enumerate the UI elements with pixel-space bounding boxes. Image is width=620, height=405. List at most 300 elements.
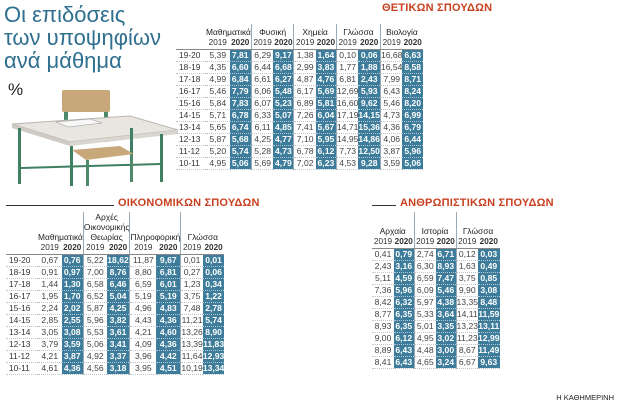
score-2020-cell: 4,79	[273, 157, 294, 169]
score-2019-cell: 3,05	[38, 326, 62, 338]
score-2019-cell: 6,30	[414, 260, 436, 272]
score-2020-cell: 8,24	[404, 85, 422, 96]
score-2020-cell: 14,86	[358, 133, 380, 144]
table-anthropistikon	[372, 212, 500, 369]
score-2020-cell: 3,83	[316, 61, 337, 73]
table-thetikon	[176, 24, 423, 170]
page-title	[4, 3, 184, 72]
score-2020-cell: 8,90	[203, 326, 225, 338]
score-2020-cell: 6,12	[395, 332, 413, 343]
table-row	[372, 248, 500, 260]
score-2020-cell: 0,03	[478, 248, 500, 260]
score-2020-cell: 5,19	[156, 290, 181, 302]
score-2019-cell: 3,96	[130, 350, 156, 362]
score-2019-cell: 6,44	[251, 61, 273, 73]
score-2019-cell: 8,41	[372, 356, 394, 368]
score-2019-cell: 6,11	[251, 121, 273, 133]
score-2020-cell: 1,30	[62, 278, 84, 290]
score-2019-cell: 5,46	[206, 85, 230, 97]
score-2019-cell: 5,65	[206, 121, 230, 133]
score-2020-cell: 6,12	[316, 145, 337, 157]
table-row	[6, 278, 224, 290]
score-2019-cell: 3,79	[38, 338, 62, 350]
score-2020-cell: 4,51	[156, 362, 181, 374]
score-2019-cell: 1,63	[456, 260, 478, 272]
score-2019-cell: 5,87	[83, 302, 106, 314]
score-2019-cell: 6,33	[251, 109, 273, 121]
score-2020-cell: 15,36	[358, 121, 380, 132]
score-2019-cell: 1,77	[336, 61, 358, 73]
score-2019-cell: 4,95	[206, 157, 230, 169]
corner-cell	[6, 242, 38, 254]
row-label: 15-16	[6, 302, 38, 314]
score-2019-cell: 4,06	[380, 133, 402, 145]
score-2020-cell: 6,79	[404, 121, 422, 132]
score-2020-cell: 7,81	[230, 49, 252, 61]
score-2020-cell: 7,79	[230, 85, 252, 97]
score-2020-cell: 3,61	[107, 326, 130, 338]
score-2020-cell: 2,55	[62, 314, 84, 326]
score-2020-cell: 3,59	[62, 338, 84, 350]
score-2020-cell: 0,06	[203, 266, 225, 278]
corner-cell	[6, 212, 38, 242]
scores-table	[372, 212, 500, 369]
score-2019-cell: 8,42	[372, 296, 394, 308]
table-row	[6, 350, 224, 362]
year-header-2020: 2020	[394, 237, 413, 247]
score-2020-cell: 9,17	[273, 49, 294, 61]
row-label: 13-14	[6, 326, 38, 338]
score-2020-cell: 4,59	[395, 272, 413, 283]
score-2020-cell: 5,68	[230, 133, 252, 145]
row-label: 15-16	[176, 97, 206, 109]
score-2020-cell: 5,74	[203, 314, 225, 326]
score-2020-cell: 4,38	[437, 296, 455, 307]
table-row	[6, 314, 224, 326]
score-2019-cell: 4,87	[294, 73, 316, 85]
score-2020-cell: 6,60	[230, 61, 252, 73]
category-rule-anthropistikon	[372, 205, 396, 206]
score-2019-cell: 3,87	[380, 145, 402, 157]
row-label: 17-18	[176, 73, 206, 85]
table-row	[372, 284, 500, 296]
row-label: 18-19	[176, 61, 206, 73]
score-2020-cell: 4,77	[273, 133, 294, 145]
row-label: 16-17	[6, 290, 38, 302]
score-2020-cell: 5,23	[273, 97, 294, 109]
score-2020-cell: 3,00	[437, 344, 455, 355]
score-2019-cell: 8,89	[372, 344, 394, 356]
score-2019-cell: 1,23	[181, 278, 203, 290]
score-2020-cell: 1,22	[203, 290, 225, 302]
row-label: 19-20	[176, 49, 206, 61]
score-2019-cell: 1,44	[38, 278, 62, 290]
scores-table	[176, 24, 423, 170]
score-2019-cell: 5,53	[83, 326, 106, 338]
table-row	[6, 266, 224, 278]
score-2019-cell: 11,64	[181, 350, 203, 361]
score-2019-cell: 4,21	[38, 350, 62, 362]
score-2019-cell: 0,10	[336, 49, 358, 61]
score-2020-cell: 4,36	[156, 338, 181, 350]
year-header-2020: 2020	[403, 38, 422, 48]
source-credit: Η ΚΑΘΗΜΕΡΙΝΗ	[556, 393, 614, 402]
score-2020-cell: 5,04	[107, 290, 130, 302]
score-2020-cell: 3,87	[62, 350, 84, 362]
score-2020-cell: 11,49	[478, 344, 500, 355]
score-2020-cell: 6,35	[395, 320, 413, 331]
year-header-2020: 2020	[316, 38, 336, 48]
score-2019-cell: 6,52	[83, 290, 106, 302]
score-2019-cell: 4,95	[414, 332, 436, 344]
score-2019-cell: 3,75	[456, 272, 478, 284]
score-2020-cell: 3,82	[107, 314, 130, 326]
table-row	[372, 272, 500, 284]
table-row	[372, 344, 500, 356]
table-row	[176, 145, 423, 157]
year-header-2020: 2020	[436, 237, 455, 247]
year-header-2019: 2019	[83, 242, 106, 254]
subject-header: Γλώσσα	[336, 24, 380, 37]
score-2019-cell: 2,43	[372, 260, 394, 272]
title-line-3: ανά μάθημα	[4, 48, 122, 73]
score-2020-cell: 5,74	[230, 145, 252, 157]
score-2020-cell: 2,78	[203, 302, 225, 314]
subject-header: Χημεία	[294, 24, 337, 37]
score-2019-cell: 5,69	[251, 157, 273, 169]
subject-header: Βιολογία	[386, 27, 418, 37]
year-header-2020: 2020	[204, 243, 223, 253]
year-header-2019: 2019	[373, 237, 393, 247]
score-2019-cell: 7,02	[294, 157, 316, 169]
score-2019-cell: 8,67	[456, 344, 478, 356]
year-header-2019: 2019	[294, 37, 316, 49]
score-2020-cell: 5,93	[358, 85, 380, 97]
score-2020-cell: 4,73	[273, 145, 294, 157]
score-2020-cell: 0,79	[395, 248, 413, 259]
score-2019-cell: 5,33	[414, 308, 436, 320]
category-title-anthropistikon: ΑΝΘΡΩΠΙΣΤΙΚΩΝ ΣΠΟΥΔΩΝ	[400, 197, 554, 209]
desk-illustration	[10, 88, 180, 188]
score-2020-cell: 9,67	[156, 254, 181, 266]
score-2019-cell: 5,96	[83, 314, 106, 326]
score-2020-cell: 6,35	[395, 308, 413, 319]
score-2019-cell: 7,48	[181, 302, 203, 314]
subject-header: Φυσική	[251, 24, 294, 37]
score-2019-cell: 5,22	[83, 254, 106, 266]
score-2020-cell: 9,28	[358, 157, 380, 169]
table-row	[6, 362, 224, 374]
score-2019-cell: 9,90	[456, 284, 478, 296]
score-2019-cell: 1,95	[38, 290, 62, 302]
score-2020-cell: 5,48	[273, 85, 294, 97]
score-2020-cell: 18,62	[107, 254, 129, 265]
score-2019-cell: 5,28	[251, 145, 273, 157]
score-2020-cell: 6,74	[230, 121, 252, 133]
score-2020-cell: 5,81	[316, 97, 337, 109]
score-2019-cell: 4,09	[130, 338, 156, 350]
score-2019-cell: 16,60	[336, 97, 359, 108]
score-2019-cell: 7,10	[294, 133, 316, 145]
score-2020-cell: 1,64	[316, 49, 337, 61]
table-row	[6, 338, 224, 350]
table-row	[6, 326, 224, 338]
table-row	[176, 157, 423, 169]
score-2019-cell: 6,58	[83, 278, 106, 290]
year-header-2019: 2019	[336, 37, 358, 49]
score-2020-cell: 6,44	[404, 133, 422, 144]
score-2019-cell: 14,11	[456, 308, 478, 319]
score-2019-cell: 5,97	[414, 296, 436, 308]
score-2020-cell: 3,41	[107, 338, 130, 350]
score-2020-cell: 4,85	[273, 121, 294, 133]
table-row	[6, 290, 224, 302]
score-2020-cell: 5,46	[437, 284, 455, 295]
percent-symbol: %	[8, 80, 24, 99]
score-2019-cell: 14,71	[336, 121, 359, 132]
table-row	[176, 97, 423, 109]
score-2020-cell: 0,49	[478, 260, 500, 272]
score-2020-cell: 6,68	[273, 61, 294, 73]
subject-header: Γλώσσα	[187, 232, 219, 242]
score-2019-cell: 4,25	[251, 133, 273, 145]
score-2020-cell: 12,50	[358, 145, 380, 156]
table-row	[372, 320, 500, 332]
table-row	[176, 85, 423, 97]
year-header-2019: 2019	[130, 242, 156, 254]
score-2020-cell: 2,02	[62, 302, 84, 314]
row-label: 14-15	[176, 109, 206, 121]
row-label: 12-13	[6, 338, 38, 350]
category-title-oikonomikon: ΟΙΚΟΝΟΜΙΚΩΝ ΣΠΟΥΔΩΝ	[118, 197, 260, 209]
year-header-2020: 2020	[358, 37, 380, 49]
score-2020-cell: 3,64	[437, 308, 455, 319]
row-label: 10-11	[176, 157, 206, 169]
table-row	[372, 308, 500, 320]
score-2020-cell: 6,04	[316, 109, 337, 121]
score-2019-cell: 16,54	[380, 61, 403, 72]
score-2020-cell: 4,36	[62, 362, 84, 374]
score-2020-cell: 5,95	[316, 133, 337, 145]
score-2020-cell: 5,06	[404, 157, 422, 168]
table-row	[6, 254, 224, 266]
score-2020-cell: 3,02	[437, 332, 455, 343]
title-line-2: των υποψηφίων	[4, 25, 162, 50]
score-2019-cell: 6,09	[414, 284, 436, 296]
score-2019-cell: 2,85	[38, 314, 62, 326]
row-label: 19-20	[6, 254, 38, 266]
score-2020-cell: 6,46	[107, 278, 130, 290]
score-2020-cell: 4,76	[316, 73, 337, 85]
score-2020-cell: 2,43	[358, 73, 380, 85]
year-header-2020: 2020	[230, 37, 252, 49]
category-rule-oikonomikon	[6, 205, 114, 206]
score-2020-cell: 9,62	[358, 97, 380, 109]
score-2019-cell: 11,87	[130, 254, 156, 266]
score-2020-cell: 5,96	[404, 145, 422, 156]
score-2020-cell: 9,63	[478, 356, 500, 368]
row-label: 17-18	[6, 278, 38, 290]
score-2020-cell: 6,81	[156, 266, 181, 278]
score-2020-cell: 3,16	[395, 260, 413, 271]
score-2020-cell: 6,78	[230, 109, 252, 121]
score-2019-cell: 13,35	[456, 296, 479, 307]
year-header-2019: 2019	[38, 242, 62, 254]
score-2019-cell: 1,38	[294, 49, 316, 61]
table-row	[372, 332, 500, 344]
score-2019-cell: 8,93	[372, 320, 394, 332]
row-label: 13-14	[176, 121, 206, 133]
score-2019-cell: 4,73	[380, 109, 402, 121]
score-2019-cell: 13,26	[181, 326, 203, 337]
score-2019-cell: 4,48	[414, 344, 436, 356]
score-2019-cell: 9,00	[372, 332, 394, 344]
score-2019-cell: 8,77	[372, 308, 394, 320]
score-2019-cell: 7,00	[83, 266, 106, 278]
score-2019-cell: 0,67	[38, 254, 62, 266]
score-2020-cell: 13,11	[478, 320, 500, 331]
score-2019-cell: 0,27	[181, 266, 203, 278]
score-2019-cell: 4,53	[336, 157, 358, 169]
subject-header: Μαθηματικά	[206, 24, 251, 37]
score-2020-cell: 4,42	[156, 350, 181, 362]
table-row	[176, 133, 423, 145]
score-2019-cell: 13,39	[181, 338, 203, 349]
score-2019-cell: 4,43	[130, 314, 156, 326]
subject-header: Πληροφορική	[130, 212, 181, 242]
table-row	[372, 356, 500, 368]
score-2019-cell: 10,19	[181, 362, 203, 373]
score-2019-cell: 0,12	[456, 248, 478, 260]
score-2020-cell: 3,37	[107, 350, 130, 362]
score-2020-cell: 5,96	[395, 284, 413, 295]
subject-header: Αρχές Οικονομικής Θεωρίας	[83, 212, 130, 242]
score-2020-cell: 0,06	[358, 49, 380, 61]
score-2020-cell: 3,35	[437, 320, 455, 331]
score-2019-cell: 0,91	[38, 266, 62, 278]
year-header-2019: 2019	[251, 37, 273, 49]
year-header-2020: 2020	[479, 237, 498, 247]
score-2020-cell: 11,83	[203, 338, 225, 349]
score-2019-cell: 6,89	[294, 97, 316, 109]
row-label: 16-17	[176, 85, 206, 97]
score-2020-cell: 1,70	[62, 290, 84, 302]
score-2019-cell: 6,59	[414, 272, 436, 284]
score-2019-cell: 7,99	[380, 73, 402, 85]
subject-header: Γλώσσα	[462, 226, 494, 236]
score-2020-cell: 6,27	[273, 73, 294, 85]
row-label: 14-15	[6, 314, 38, 326]
score-2019-cell: 7,26	[294, 109, 316, 121]
title-line-1: Οι επιδόσεις	[4, 2, 126, 27]
score-2019-cell: 5,19	[130, 290, 156, 302]
score-2020-cell: 12,99	[478, 332, 500, 343]
year-header-2019: 2019	[414, 236, 436, 248]
year-header-2019: 2019	[456, 236, 478, 248]
score-2020-cell: 7,47	[437, 272, 455, 283]
score-2019-cell: 2,99	[294, 61, 316, 73]
score-2020-cell: 0,97	[62, 266, 84, 278]
year-header-2020: 2020	[274, 38, 293, 48]
table-row	[372, 296, 500, 308]
score-2020-cell: 3,24	[437, 356, 455, 367]
score-2019-cell: 7,73	[336, 145, 358, 157]
score-2020-cell: 6,84	[230, 73, 252, 85]
row-label: 11-12	[176, 145, 206, 157]
score-2019-cell: 4,56	[83, 362, 106, 374]
score-2020-cell: 6,01	[156, 278, 181, 290]
table-row	[176, 73, 423, 85]
score-2019-cell: 2,24	[38, 302, 62, 314]
score-2020-cell: 0,76	[62, 254, 84, 266]
score-2019-cell: 4,35	[206, 61, 230, 73]
score-2019-cell: 5,20	[206, 145, 230, 157]
score-2019-cell: 3,75	[181, 290, 203, 302]
score-2020-cell: 4,25	[107, 302, 130, 314]
score-2019-cell: 14,95	[336, 133, 359, 144]
score-2019-cell: 5,87	[206, 133, 230, 145]
score-2020-cell: 8,76	[107, 266, 130, 278]
subject-header: Μαθηματικά	[38, 212, 83, 242]
year-header-2020: 2020	[107, 242, 130, 254]
score-2019-cell: 6,78	[294, 145, 316, 157]
score-2020-cell: 6,63	[404, 49, 422, 60]
score-2020-cell: 0,34	[203, 278, 225, 290]
table-row	[176, 61, 423, 73]
year-header-2019: 2019	[181, 242, 203, 254]
scores-table	[6, 212, 224, 375]
score-2019-cell: 5,71	[206, 109, 230, 121]
score-2019-cell: 5,46	[380, 97, 402, 109]
score-2019-cell: 6,43	[380, 85, 402, 97]
table-row	[176, 121, 423, 133]
score-2019-cell: 3,95	[130, 362, 156, 374]
score-2019-cell: 11,23	[456, 332, 478, 343]
score-2020-cell: 6,23	[316, 157, 337, 169]
subject-header: Ιστορία	[414, 212, 456, 236]
score-2019-cell: 4,92	[83, 350, 106, 362]
score-2019-cell: 4,61	[38, 362, 62, 374]
score-2019-cell: 6,81	[336, 73, 358, 85]
score-2019-cell: 6,67	[456, 356, 478, 368]
score-2020-cell: 4,83	[156, 302, 181, 314]
year-header-2019: 2019	[380, 37, 402, 49]
score-2019-cell: 5,11	[372, 272, 394, 284]
row-label: 11-12	[6, 350, 38, 362]
score-2020-cell: 8,71	[404, 73, 422, 84]
score-2020-cell: 6,43	[395, 356, 413, 367]
score-2020-cell: 11,59	[478, 308, 500, 319]
row-label: 12-13	[176, 133, 206, 145]
row-label: 10-11	[6, 362, 38, 374]
score-2019-cell: 6,07	[251, 97, 273, 109]
score-2019-cell: 4,21	[130, 326, 156, 338]
score-2020-cell: 7,83	[230, 97, 252, 109]
score-2020-cell: 8,58	[404, 61, 422, 72]
score-2019-cell: 11,21	[181, 314, 203, 325]
table-oikonomikon	[6, 212, 224, 375]
score-2020-cell: 8,20	[404, 97, 422, 108]
score-2020-cell: 6,32	[395, 296, 413, 307]
score-2020-cell: 4,36	[156, 314, 181, 326]
score-2019-cell: 6,06	[251, 85, 273, 97]
corner-cell	[176, 24, 206, 37]
score-2019-cell: 7,41	[294, 121, 316, 133]
score-2020-cell: 4,60	[156, 326, 181, 338]
score-2019-cell: 3,59	[380, 157, 402, 169]
score-2019-cell: 0,01	[181, 254, 203, 266]
score-2020-cell: 5,69	[316, 85, 337, 97]
